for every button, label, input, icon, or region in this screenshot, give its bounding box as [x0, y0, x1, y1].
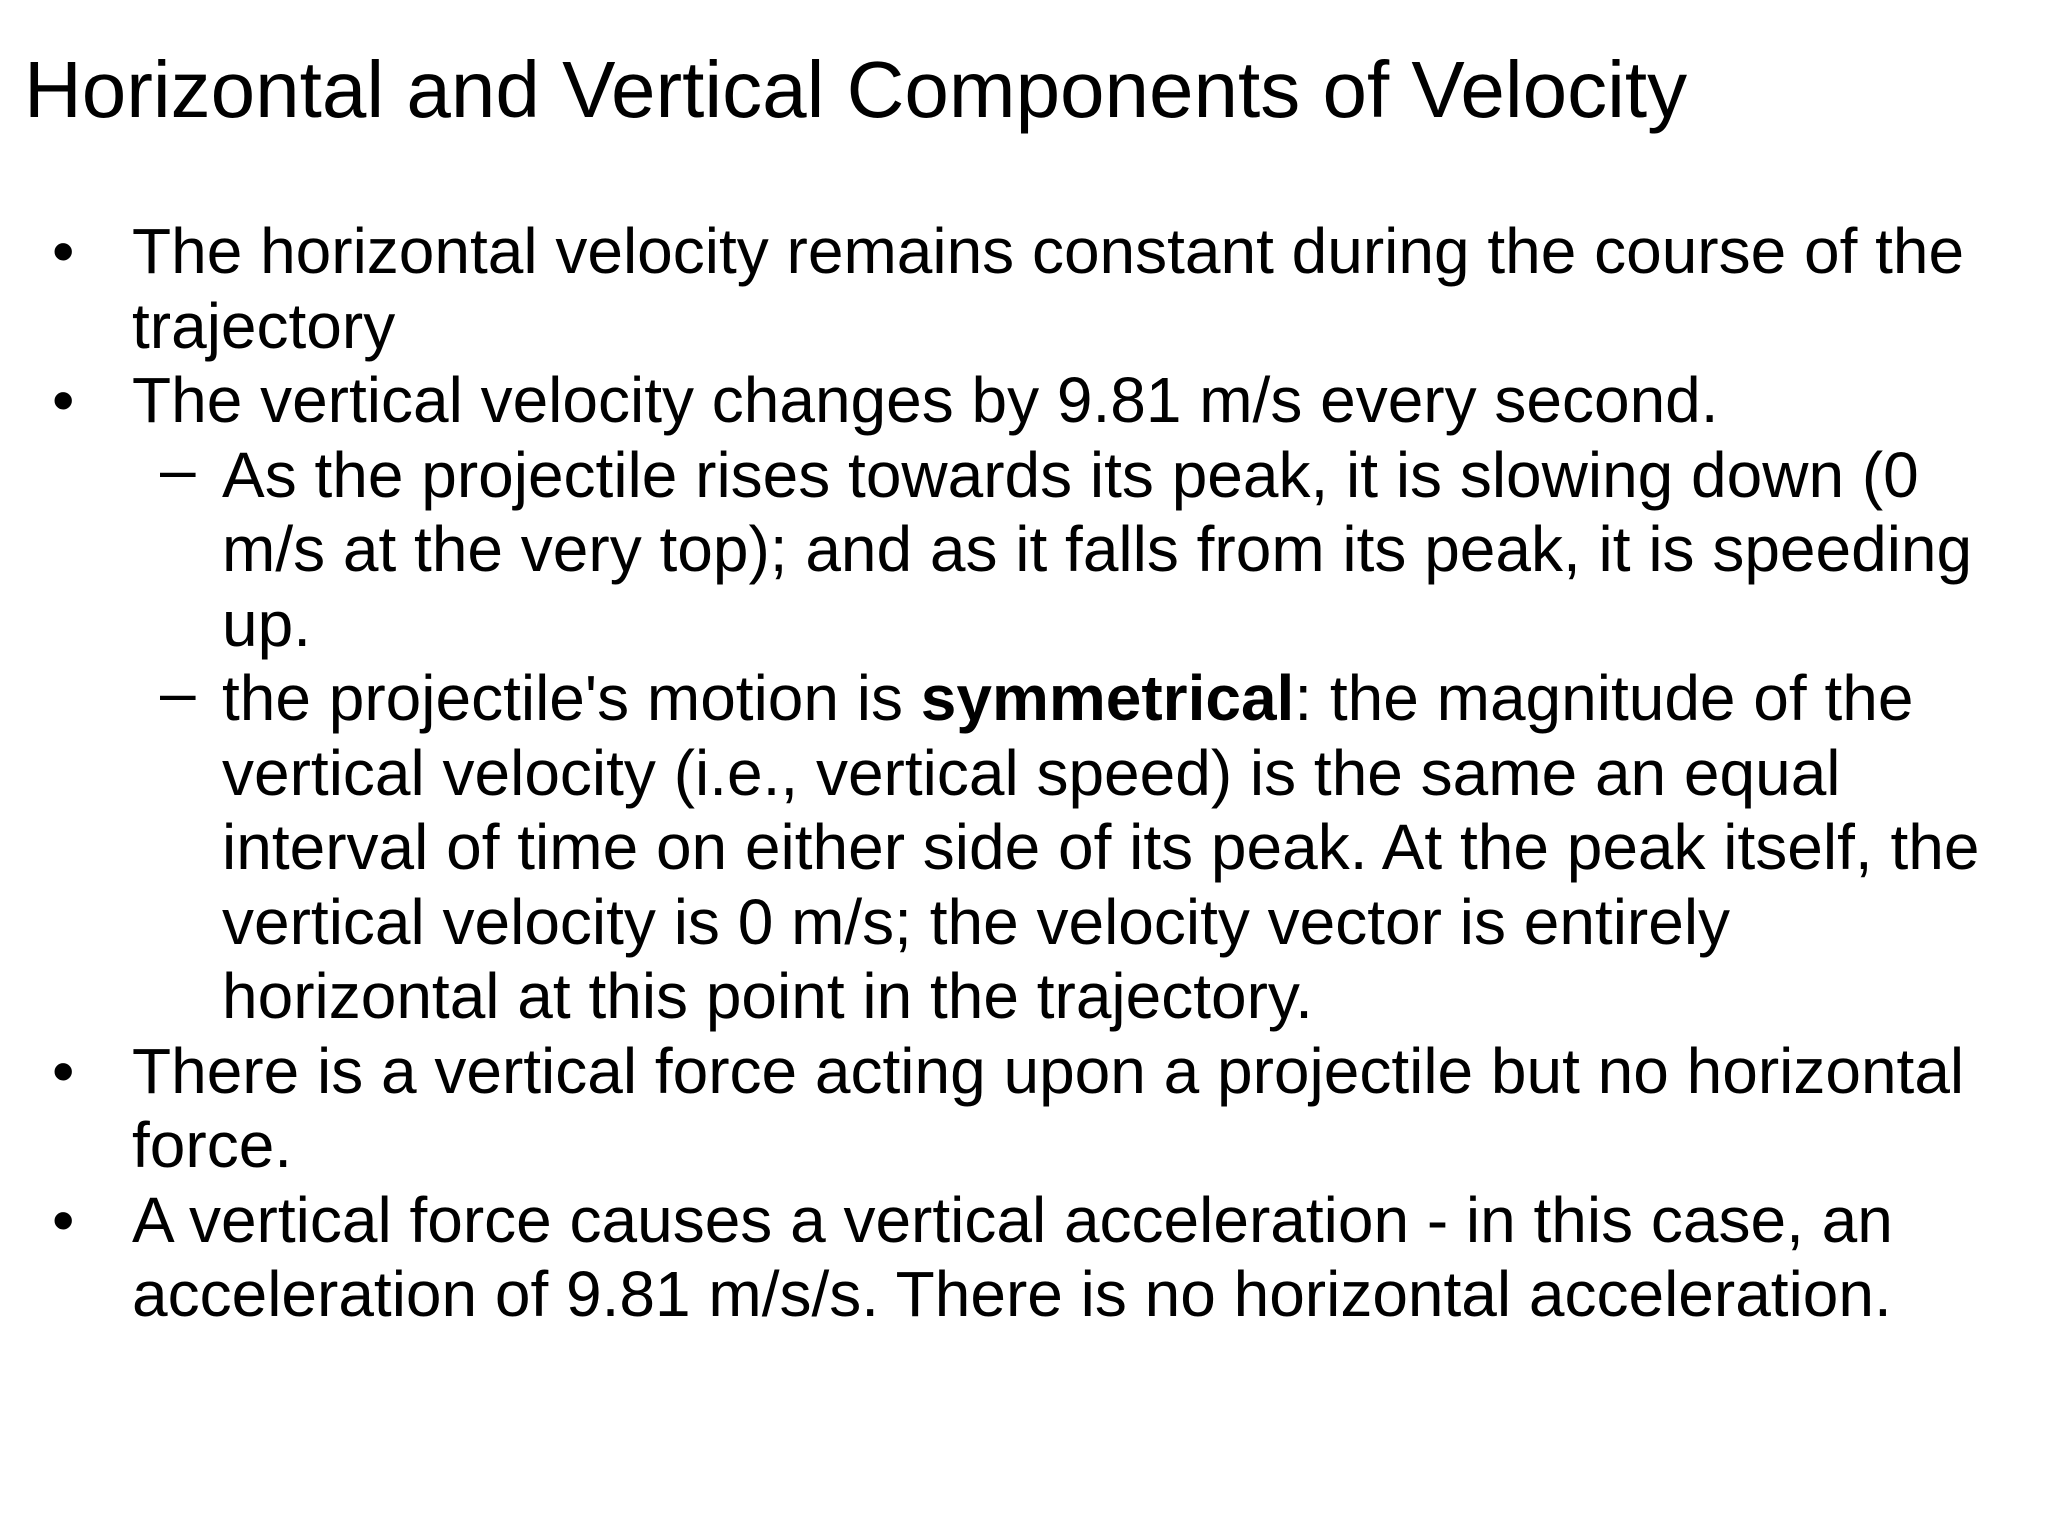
bullet-text: There is a vertical force acting upon a projectile but no horizontal force. [132, 1034, 1965, 1181]
bullet-marker: • [52, 1034, 75, 1107]
bullet-text: The horizontal velocity remains constant during the course of the trajectory [132, 215, 1965, 362]
bullet-item [0, 1034, 2002, 1183]
sub-bullet-text [222, 661, 2022, 1034]
bullet-marker: • [52, 215, 75, 287]
dash-marker: – [160, 656, 196, 728]
bullet-marker: • [52, 1183, 75, 1256]
slide-title: Horizontal and Vertical Components of Velocity [24, 45, 1688, 134]
bullet-marker: • [52, 364, 75, 436]
dash-marker: – [160, 432, 196, 505]
sub-bullet-text: As the projectile rises towards its peak, it is slowing down (0 m/s at the very top); and as it falls from its peak, it is speeding up. [222, 438, 1973, 660]
bullet-text: The vertical velocity changes by 9.81 m/s every second. [132, 364, 1719, 436]
bullet-text: A vertical force causes a vertical acceleration - in this case, an acceleration of 9.81 m/s/s. There is no horizontal acceleration. [132, 1183, 1893, 1330]
bullet-list [0, 214, 2048, 1332]
text-segment: the projectile's motion is [222, 662, 921, 734]
bullet-item [0, 363, 2002, 438]
text-segment: : the magnitude of the vertical velocity (i.e., vertical speed) is the same an equal interval of time on either side of its peak. At the peak itself, the vertical velocity is 0 m/s; the velocity vector is entirely horizontal at this point in the trajectory. [222, 662, 1980, 1032]
sub-bullet-item [0, 656, 2022, 1034]
sub-bullet-item [0, 432, 2022, 662]
bullet-item [0, 1183, 2002, 1332]
bold-term: symmetrical [920, 662, 1295, 734]
bullet-item [0, 214, 2002, 363]
